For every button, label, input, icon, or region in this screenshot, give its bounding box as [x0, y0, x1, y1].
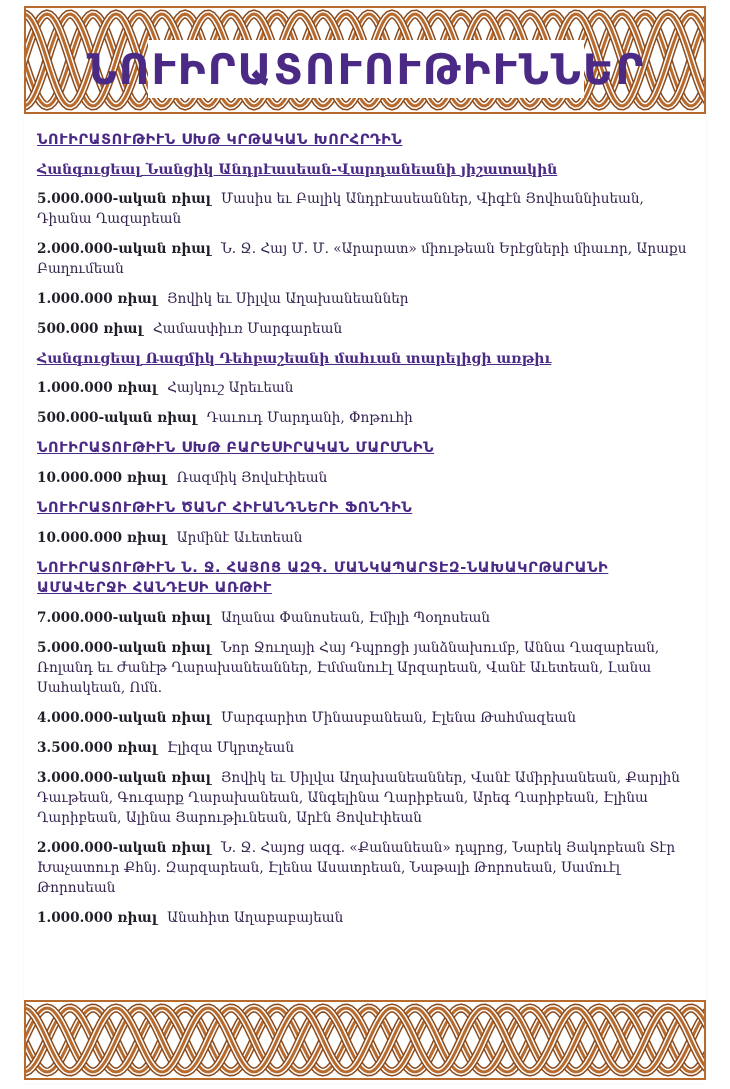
- donor-names: Նոր Ջուղայի Հայ Դպրոցի յանձնախումբ, Աննա Ղազարեան, Ռոլանդ եւ Ժանէթ Ղարախանեաններ, Էմմանուէլ Արզարեան, Վանէ Աւետեան, Լանա Սահակեան, Ոմն.: [37, 640, 660, 696]
- donation-amount: 500.000-ական ռիալ: [37, 410, 197, 426]
- donation-entry: [37, 528, 697, 548]
- donor-names: Անահիտ Աղաբաբայեան: [167, 910, 344, 926]
- donor-names: Էլիզա Մկրտչեան: [167, 740, 294, 756]
- donation-amount: 1.000.000 ռիալ: [37, 910, 158, 926]
- donation-amount: 1.000.000 ռիալ: [37, 291, 158, 307]
- braid-ornament: [24, 1000, 706, 1080]
- donation-entry: [37, 319, 697, 339]
- donor-names: Յովիկ եւ Սիլվա Աղախանեաններ, Վանէ Ամիրխանեան, Քարլին Դաւթեան, Գուգարք Ղարախանեան, Անգելինա Ղարիբեան, Արեգ Ղարիբեան, Էլինա Ղարիբեան, Ալինա Յարութիւնեան, Արէն Յովսէփեան: [37, 770, 680, 826]
- donation-amount: 5.000.000-ական ռիալ: [37, 191, 211, 207]
- donation-entry: [37, 708, 697, 728]
- donation-amount: 10.000.000 ռիալ: [37, 530, 167, 546]
- donation-amount: 3.500.000 ռիալ: [37, 740, 158, 756]
- donation-entry: [37, 638, 697, 698]
- donation-amount: 7.000.000-ական ռիալ: [37, 610, 211, 626]
- donor-names: Աղանա Փանոսեան, Էմիլի Պօղոսեան: [220, 610, 491, 626]
- donation-amount: 1.000.000 ռիալ: [37, 380, 158, 396]
- donation-entry: [37, 838, 697, 898]
- donation-entry: [37, 468, 697, 488]
- section-heading: ՆՈՒԻՐԱՏՈՒԹԻՒՆ Ն. Ջ. ՀԱՅՈՑ ԱԶԳ. ՄԱՆԿԱՊԱՐՏԷԶ-ՆԱԽԱԿՐԹԱՐԱՆԻ ԱՄԱՎԵՐՋԻ ՀԱՆԴԷՍԻ ԱՌԹԻՒ: [37, 560, 609, 596]
- donation-entry: [37, 378, 697, 398]
- donation-entry: [37, 189, 697, 229]
- donor-names: Դաւուդ Մարդանի, Փոթուհի: [206, 410, 413, 426]
- donation-amount: 2.000.000-ական ռիալ: [37, 840, 211, 856]
- donor-names: Համասփիւռ Մարգարեան: [152, 321, 343, 337]
- donation-amount: 4.000.000-ական ռիալ: [37, 710, 211, 726]
- donor-names: Ն. Ջ. Հայ Մ. Մ. «Արարատ» միութեան Երէցների միաւոր, Արաքս Բաղումեան: [37, 241, 687, 277]
- section-heading: ՆՈՒԻՐԱՏՈՒԹԻՒՆ ՍԽԹ ԲԱՐԵՍԻՐԱԿԱՆ ՄԱՐՄՆԻՆ: [37, 440, 435, 456]
- donor-names: Մասիս եւ Բալիկ Անդրէասեաններ, Վիգէն Յովհաննիսեան, Դիանա Ղազարեան: [37, 191, 644, 227]
- section-heading: ՆՈՒԻՐԱՏՈՒԹԻՒՆ ՍԽԹ ԿՐԹԱԿԱՆ ԽՈՐՀՐԴԻՆ: [37, 132, 403, 148]
- donation-entry: [37, 239, 697, 279]
- donation-entry: [37, 768, 697, 828]
- bottom-ornament-border: [24, 1000, 706, 1080]
- donation-entry: [37, 738, 697, 758]
- donation-amount: 10.000.000 ռիալ: [37, 470, 167, 486]
- donation-amount: 5.000.000-ական ռիալ: [37, 640, 211, 656]
- section-heading: ՆՈՒԻՐԱՏՈՒԹԻՒՆ ԾԱՆՐ ՀԻՒԱՆԴՆԵՐԻ ՖՈՆԴԻՆ: [37, 500, 413, 516]
- donation-entry: [37, 608, 697, 628]
- memorial-subheading: Հանգուցեալ Նանցիկ Անդրէասեան-Վարդանեանի յիշատակին: [37, 162, 558, 178]
- title-box: [86, 40, 646, 98]
- donor-names: Յովիկ եւ Սիլվա Աղախանեաններ: [167, 291, 409, 307]
- donor-names: Հայկուշ Արեւեան: [167, 380, 294, 396]
- donations-list: [37, 130, 697, 938]
- memorial-subheading: Հանգուցեալ Ռազմիկ Դեհբաշեանի մահւան տարելիցի առթիւ: [37, 351, 552, 367]
- donation-entry: [37, 408, 697, 428]
- donor-names: Արմինէ Աւետեան: [176, 530, 303, 546]
- donor-names: Մարգարիտ Մինասբանեան, Էլենա Թահմազեան: [220, 710, 576, 726]
- donation-entry: [37, 908, 697, 928]
- donation-amount: 3.000.000-ական ռիալ: [37, 770, 211, 786]
- donor-names: Ն. Ջ. Հայոց ազգ. «Քանանեան» դպրոց, Նարեկ Յակոբեան Տէր Խաչատուր Քհնյ. Զարզարեան, Էլենա Ասատրեան, Նաթալի Թորոսեան, Սամուէլ Թորոսեան: [37, 840, 676, 896]
- donation-amount: 500.000 ռիալ: [37, 321, 143, 337]
- donor-names: Ռազմիկ Յովսէփեան: [176, 470, 328, 486]
- page-title: ՆՈՒԻՐԱՏՈՒՈՒԹԻՒՆՆԵՐ: [86, 44, 646, 94]
- donation-entry: [37, 289, 697, 309]
- donation-amount: 2.000.000-ական ռիալ: [37, 241, 211, 257]
